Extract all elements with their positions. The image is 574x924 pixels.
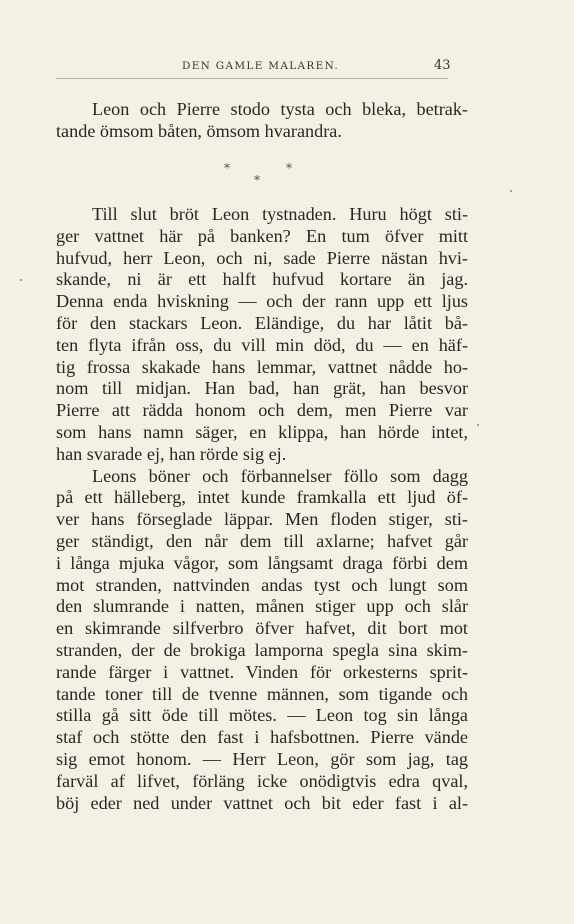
text-line: staf och stötte den fast i hafsbottnen. Pierre vände (56, 727, 468, 748)
text-line: skande, ni är ett halft hufvud kortare än jag. (56, 269, 468, 290)
paper-speck (477, 424, 479, 426)
paper-speck (510, 190, 512, 192)
text-line: stilla gå sitt öde till mötes. — Leon tog sin långa (56, 705, 468, 726)
text-line: Pierre att rädda honom och dem, men Pierre var (56, 400, 468, 421)
text-line: som hans namn säger, en klippa, han hörde intet, (56, 421, 468, 442)
running-head: DEN GAMLE MALAREN. (182, 60, 340, 72)
text-line: nom till midjan. Han bad, han grät, han besvor (56, 378, 468, 399)
text-line: farväl af lifvet, förläng icke onödigtvis edra qval, (56, 770, 468, 791)
paragraph-2 (56, 204, 468, 814)
asterisk: * (224, 161, 230, 175)
text-line: den slumrande i natten, månen stiger upp och slår (56, 596, 468, 617)
header-rule (56, 78, 448, 79)
text-line: sig emot honom. — Herr Leon, gör som jag, tag (56, 748, 468, 769)
text-line: en skimrande silfverbro öfver hafvet, dit bort mot (56, 618, 468, 639)
text-line: ger ständigt, den når dem till axlarne; hafvet går (56, 530, 468, 551)
text-line: rande färger i vattnet. Vinden för orkesterns sprit- (56, 661, 468, 682)
text-line: på ett hälleberg, intet kunde framkalla ett ljud öf- (56, 487, 468, 508)
text-line: i långa mjuka vågor, som långsamt draga förbi dem (56, 552, 468, 573)
text-line: tig frossa skakade hans lemmar, vattnet nådde ho- (56, 356, 468, 377)
text-line: böj eder ned under vattnet och bit eder fast i al- (56, 792, 468, 813)
page-number: 43 (434, 58, 451, 73)
text-line: ten flyta ifrån oss, du vill min död, du — en häf- (56, 334, 468, 355)
text-line: Leon och Pierre stodo tysta och bleka, betrak- (92, 99, 468, 119)
paper-speck (20, 279, 22, 281)
text-line: Till slut bröt Leon tystnaden. Huru högt sti- (92, 204, 468, 224)
text-line: tande ömsom båten, ömsom hvarandra. (56, 120, 342, 141)
asterisk: * (254, 173, 260, 187)
text-line: han svarade ej, han rörde sig ej. (56, 443, 287, 464)
text-line: mot stranden, nattvinden andas tyst och lungt som (56, 574, 468, 595)
paragraph-1 (56, 99, 468, 143)
text-line: tande toner till de tvenne männen, som tigande och (56, 683, 468, 704)
asterisk: * (286, 161, 292, 175)
text-line: ger vattnet här på banken? En tum öfver mitt (56, 225, 468, 246)
text-line: för den stackars Leon. Eländige, du har låtit bå- (56, 312, 468, 333)
text-line: Leons böner och förbannelser föllo som dagg (92, 465, 468, 486)
text-line: stranden, der de brokiga lamporna spegla sina skim- (56, 639, 468, 660)
text-line: Denna enda hviskning — och der rann upp ett ljus (56, 291, 468, 312)
text-line: hufvud, herr Leon, och ni, sade Pierre nästan hvi- (56, 247, 468, 268)
text-line: ver hans förseglade läppar. Men floden stiger, sti- (56, 509, 468, 530)
